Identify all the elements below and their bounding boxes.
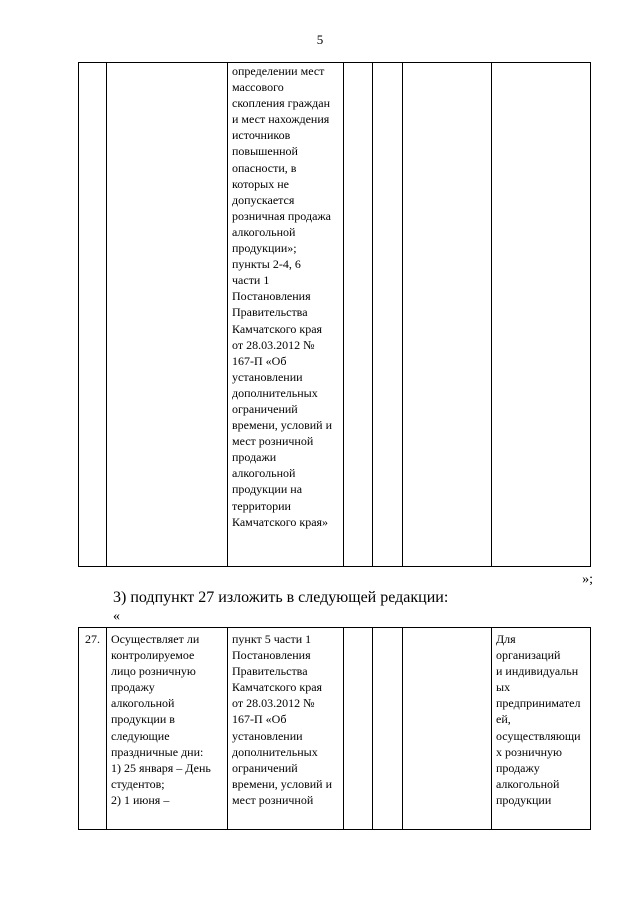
- text-line: времени, условий и: [232, 776, 333, 791]
- opening-quote: «: [113, 609, 120, 624]
- text-line: продукции в: [111, 712, 175, 727]
- note-cell: [492, 63, 591, 567]
- text-line: 2) 1 июня –: [111, 792, 170, 807]
- text-line: скопления граждан: [232, 96, 331, 111]
- text-line: мест розничной: [232, 434, 314, 449]
- yes-cell: [344, 63, 373, 567]
- text-line: Постановления: [232, 289, 311, 304]
- legal-reference-cell: [228, 63, 344, 567]
- text-line: опасности, в: [232, 160, 297, 175]
- amended-item-table: [78, 627, 591, 830]
- text-line: установлении: [232, 369, 303, 384]
- text-line: ограничений: [232, 401, 298, 416]
- text-line: мест розничной: [232, 792, 314, 807]
- text-line: ых: [496, 680, 511, 695]
- text-line: Камчатского края»: [232, 514, 329, 529]
- text-line: алкогольной: [111, 696, 175, 711]
- yes-cell: [344, 628, 373, 830]
- not-applicable-cell: [403, 628, 492, 830]
- text-line: Правительства: [232, 664, 308, 679]
- text-line: установлении: [232, 728, 303, 743]
- text-line: алкогольной: [496, 776, 560, 791]
- text-line: ей,: [496, 712, 511, 727]
- text-line: Для: [496, 632, 516, 646]
- text-line: организаций: [496, 648, 561, 663]
- text-line: Камчатского края: [232, 680, 323, 695]
- text-line: студентов;: [111, 776, 165, 791]
- amendment-instruction: 3) подпункт 27 изложить в следующей редакции:: [113, 589, 449, 606]
- text-line: источников: [232, 128, 291, 143]
- no-cell: [373, 63, 403, 567]
- text-line: пункты 2-4, 6: [232, 257, 301, 272]
- row-number-cell: [79, 63, 107, 567]
- text-line: продукции»;: [232, 241, 297, 256]
- text-line: продажу: [496, 760, 540, 775]
- text-line: алкогольной: [232, 466, 296, 481]
- text-line: 167-П «Об: [232, 712, 287, 727]
- row-number-cell: 27.: [79, 628, 107, 830]
- text-line: розничная продажа: [232, 208, 332, 223]
- text-line: осуществляющи: [496, 728, 581, 743]
- text-line: дополнительных: [232, 385, 318, 400]
- text-line: Постановления: [232, 648, 311, 663]
- closing-quote: »;: [582, 572, 593, 587]
- question-cell: [107, 63, 228, 567]
- text-line: которых не: [232, 176, 289, 191]
- text-line: времени, условий и: [232, 418, 333, 433]
- text-line: допускается: [232, 192, 295, 207]
- text-line: от 28.03.2012 №: [232, 696, 315, 711]
- page-number: 5: [316, 32, 324, 47]
- continuation-table: [78, 62, 591, 567]
- text-line: территории: [232, 498, 291, 513]
- text-line: следующие: [111, 728, 170, 743]
- text-line: продажи: [232, 450, 277, 465]
- text-line: предпринимател: [496, 696, 581, 711]
- text-line: ограничений: [232, 760, 298, 775]
- text-line: алкогольной: [232, 224, 296, 239]
- text-line: и индивидуальн: [496, 664, 579, 679]
- text-line: и мест нахождения: [232, 112, 330, 127]
- text-line: 1) 25 января – День: [111, 760, 211, 775]
- note-cell: [492, 628, 591, 830]
- not-applicable-cell: [403, 63, 492, 567]
- text-line: повышенной: [232, 144, 298, 159]
- text-line: х розничную: [496, 744, 563, 759]
- text-line: Осуществляет ли: [111, 632, 200, 646]
- text-line: Камчатского края: [232, 321, 323, 336]
- text-line: дополнительных: [232, 744, 318, 759]
- table-row: [79, 628, 591, 830]
- text-line: лицо розничную: [111, 664, 196, 679]
- legal-reference-cell: [228, 628, 344, 830]
- text-line: продажу: [111, 680, 155, 695]
- text-line: массового: [232, 80, 284, 95]
- question-cell: [107, 628, 228, 830]
- text-line: продукции на: [232, 482, 303, 497]
- text-line: праздничные дни:: [111, 744, 204, 759]
- text-line: от 28.03.2012 №: [232, 337, 315, 352]
- text-line: 167-П «Об: [232, 353, 287, 368]
- text-line: продукции: [496, 792, 552, 807]
- text-line: контролируемое: [111, 648, 195, 663]
- text-line: части 1: [232, 273, 270, 288]
- text-line: пункт 5 части 1: [232, 632, 312, 646]
- text-line: Правительства: [232, 305, 308, 320]
- table-row: [79, 63, 591, 567]
- text-line: определении мест: [232, 64, 325, 78]
- no-cell: [373, 628, 403, 830]
